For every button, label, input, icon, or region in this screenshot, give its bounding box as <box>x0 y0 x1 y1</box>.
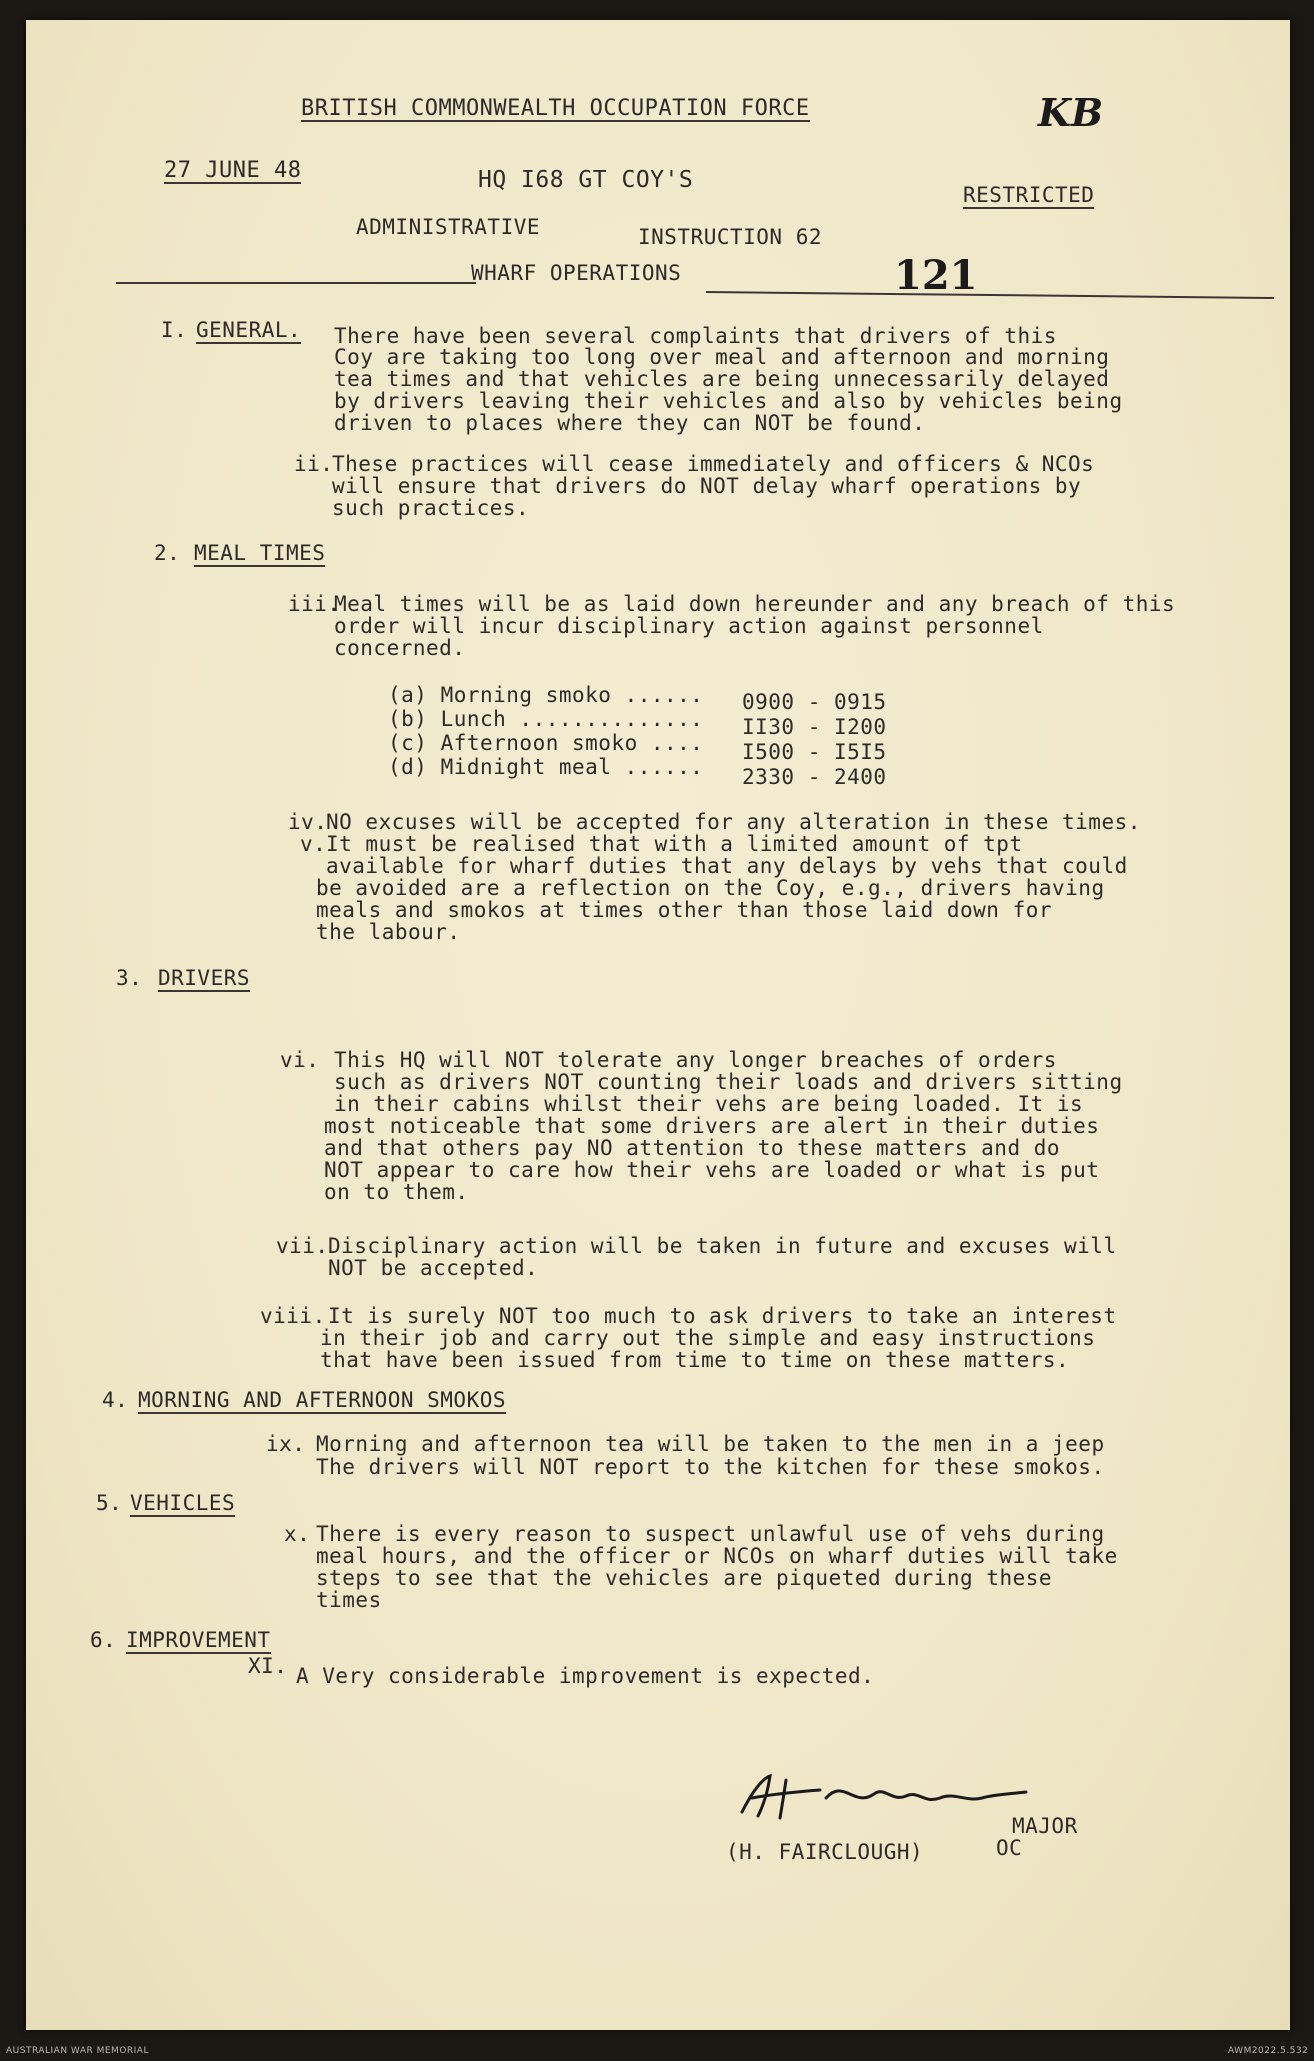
section-5-number: 5. <box>96 1491 123 1515</box>
para-vi-line: such as drivers NOT counting their loads and drivers sitting <box>334 1070 1123 1094</box>
footer-accession: AWM2022.5.532 <box>1228 2046 1309 2056</box>
para-x-line: times <box>316 1588 382 1612</box>
para-ii-line: These practices will cease immediately and officers & NCOs <box>332 452 1095 476</box>
para-vi-line: NOT appear to care how their vehs are loaded or what is put <box>324 1158 1100 1182</box>
para-x-line: steps to see that the vehicles are piqueted during these <box>316 1566 1053 1590</box>
para-viii-number: viii. <box>260 1304 326 1328</box>
para-xi-text: A Very considerable improvement is expected. <box>296 1664 875 1688</box>
schedule-item-time: 2330 - 2400 <box>742 765 887 789</box>
section-6-number: 6. <box>90 1628 117 1652</box>
para-iii-line: Meal times will be as laid down hereunder and any breach of this <box>334 592 1176 616</box>
para-viii-line: that have been issued from time to time on these matters. <box>320 1348 1070 1372</box>
document-page <box>26 20 1290 2030</box>
section-1-number: I. <box>161 318 188 342</box>
para-v-line: meals and smokos at times other than those laid down for <box>316 898 1053 922</box>
para-viii-line: It is surely NOT too much to ask drivers to take an interest <box>328 1304 1117 1328</box>
signature-scrawl <box>734 1768 1034 1828</box>
para-vi-number: vi. <box>280 1048 320 1072</box>
unit-heading: HQ I68 GT COY'S <box>478 167 694 193</box>
para-iii-line: concerned. <box>334 636 466 660</box>
para-i-line: by drivers leaving their vehicles and also by vehicles being <box>334 389 1123 413</box>
section-4-number: 4. <box>102 1388 129 1412</box>
para-x-line: There is every reason to suspect unlawful use of vehs during <box>316 1522 1105 1546</box>
para-ii-number: ii. <box>294 452 334 476</box>
subject-rule-left <box>116 282 476 284</box>
schedule-item-label: (a) Morning smoko ...... <box>388 683 704 707</box>
para-vi-line: in their cabins whilst their vehs are being loaded. It is <box>334 1092 1084 1116</box>
para-vii-line: NOT be accepted. <box>328 1256 539 1280</box>
subject-rule-right <box>706 291 1274 299</box>
handwritten-mark: KB <box>1038 90 1104 135</box>
para-i-line: There have been several complaints that drivers of this <box>334 324 1057 348</box>
schedule-item-label: (d) Midnight meal ...... <box>388 755 704 779</box>
section-1-title: GENERAL. <box>196 318 302 342</box>
para-x-line: meal hours, and the officer or NCOs on wharf duties will take <box>316 1544 1118 1568</box>
signatory-rank: MAJOR <box>1012 1814 1078 1838</box>
para-v-number: v. <box>300 832 327 856</box>
para-xi-number: XI. <box>248 1654 288 1678</box>
para-iv-text: NO excuses will be accepted for any alteration in these times. <box>326 810 1141 834</box>
signatory-name: (H. FAIRCLOUGH) <box>726 1840 924 1864</box>
para-ix-line: Morning and afternoon tea will be taken to the men in a jeep <box>316 1432 1105 1456</box>
para-viii-line: in their job and carry out the simple and easy instructions <box>320 1326 1096 1350</box>
para-x-number: x. <box>284 1522 311 1546</box>
para-iii-line: order will incur disciplinary action against personnel <box>334 614 1044 638</box>
section-6-title: IMPROVEMENT <box>126 1628 271 1652</box>
para-vii-number: vii. <box>276 1234 329 1258</box>
document-date: 27 JUNE 48 <box>164 158 302 183</box>
para-vi-line: This HQ will NOT tolerate any longer breaches of orders <box>334 1048 1057 1072</box>
schedule-item-time: I500 - I5I5 <box>742 740 887 764</box>
para-vi-line: and that others pay NO attention to these matters and do <box>324 1136 1061 1160</box>
section-4-title: MORNING AND AFTERNOON SMOKOS <box>138 1388 507 1412</box>
section-5-title: VEHICLES <box>130 1491 236 1515</box>
para-vi-line: on to them. <box>324 1180 469 1204</box>
footer-credit: AUSTRALIAN WAR MEMORIAL <box>6 2046 149 2056</box>
section-2-number: 2. <box>154 541 181 565</box>
para-ii-line: such practices. <box>332 496 530 520</box>
schedule-item-label: (b) Lunch .............. <box>388 707 704 731</box>
para-v-line: be avoided are a reflection on the Coy, e.g., drivers having <box>316 876 1105 900</box>
para-v-line: available for wharf duties that any delays by vehs that could <box>326 854 1128 878</box>
para-v-line: It must be realised that with a limited amount of tpt <box>326 832 1023 856</box>
para-ix-line: The drivers will NOT report to the kitchen for these smokos. <box>316 1455 1105 1479</box>
subject-heading: WHARF OPERATIONS <box>471 261 682 285</box>
para-v-line: the labour. <box>316 920 461 944</box>
para-i-line: Coy are taking too long over meal and afternoon and morning <box>334 345 1110 369</box>
para-i-line: driven to places where they can NOT be found. <box>334 411 926 435</box>
instruction-left: ADMINISTRATIVE <box>356 215 541 239</box>
schedule-item-time: II30 - I200 <box>742 715 887 739</box>
instruction-right: INSTRUCTION 62 <box>638 225 823 249</box>
force-heading: BRITISH COMMONWEALTH OCCUPATION FORCE <box>301 96 810 121</box>
para-i-line: tea times and that vehicles are being unnecessarily delayed <box>334 367 1110 391</box>
section-3-title: DRIVERS <box>158 966 251 990</box>
classification-label: RESTRICTED <box>963 183 1095 207</box>
section-3-number: 3. <box>116 966 143 990</box>
section-2-title: MEAL TIMES <box>194 541 326 565</box>
para-ix-number: ix. <box>266 1432 306 1456</box>
para-ii-line: will ensure that drivers do NOT delay wharf operations by <box>332 474 1082 498</box>
schedule-item-label: (c) Afternoon smoko .... <box>388 731 704 755</box>
handwritten-number: 121 <box>894 252 978 299</box>
schedule-item-time: 0900 - 0915 <box>742 690 887 714</box>
para-iii-number: iii. <box>288 592 341 616</box>
signatory-position: OC <box>996 1836 1023 1860</box>
para-vi-line: most noticeable that some drivers are alert in their duties <box>324 1114 1100 1138</box>
para-vii-line: Disciplinary action will be taken in future and excuses will <box>328 1234 1117 1258</box>
para-iv-number: iv. <box>288 810 328 834</box>
